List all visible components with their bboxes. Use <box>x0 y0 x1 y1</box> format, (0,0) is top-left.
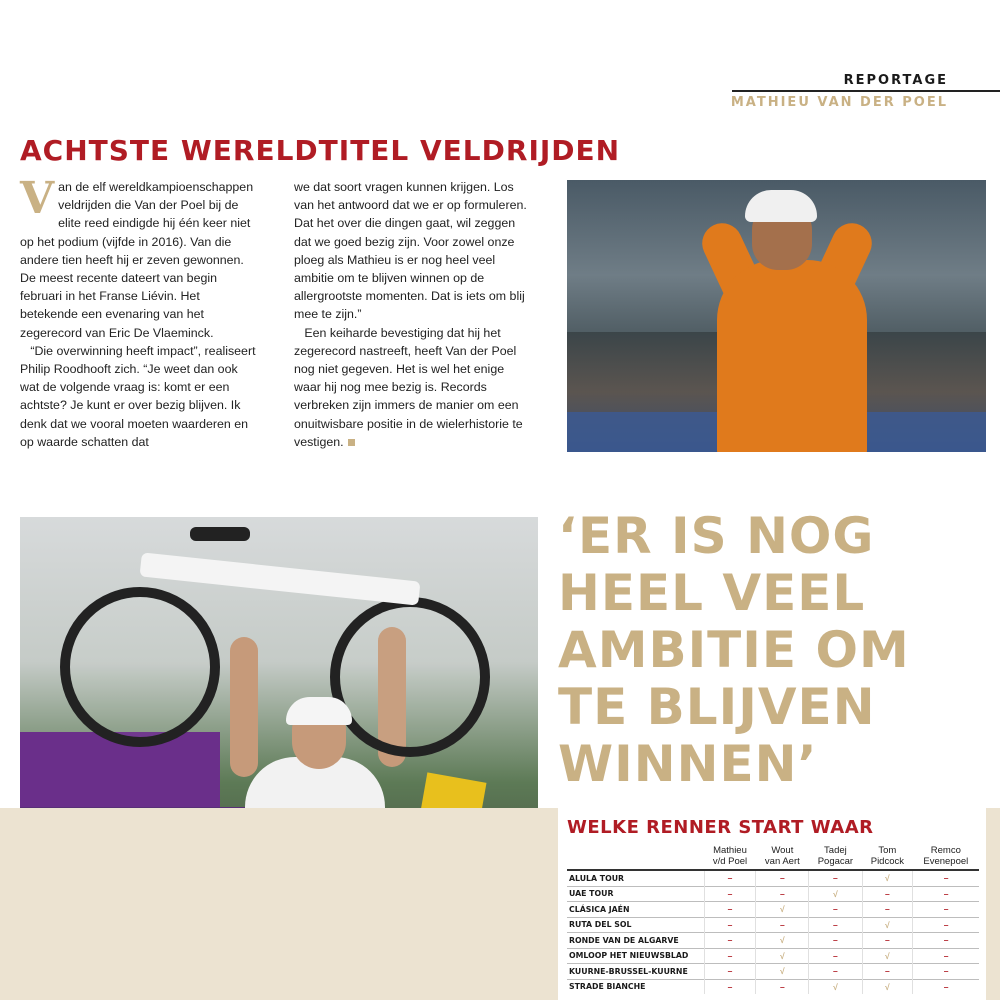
paragraph <box>294 324 534 451</box>
race-name-cell: KUURNE-BRUSSEL-KUURNE <box>567 964 704 980</box>
photo-bike-saddle <box>190 527 250 541</box>
table-row <box>567 933 979 949</box>
header-rule <box>732 90 1000 92</box>
no-start-dash: – <box>913 948 979 964</box>
paragraph-text: an de elf wereldkampioenschappen veldrijden die Van der Poel bij de elite reed eindigde hij één keer niet op het podium (vijfde in 2016). Van die andere tien heeft hij er zeven gewonnen. De meest recente dateert van begin februari in het Franse Liévin. Het betekende een evenaring van het zegerecord van Eric De Vlaeminck. <box>20 180 254 340</box>
table-row <box>567 964 979 980</box>
paragraph-text: Een keiharde bevestiging dat hij het zegerecord nastreeft, heeft Van der Poel nog niet gegeven. Het is wel het enige waar hij nog mee bezig is. Records verbreken zijn immers de manier om een onuitwisbare positie in de wielerhistorie te vestigen. <box>294 325 523 449</box>
starts-check-mark: √ <box>862 979 913 994</box>
table-body <box>567 870 979 994</box>
no-start-dash: – <box>809 902 862 918</box>
drop-cap: V <box>20 173 55 224</box>
rider-last-name: van Aert <box>764 856 800 867</box>
no-start-dash: – <box>704 902 756 918</box>
no-start-dash: – <box>913 964 979 980</box>
no-start-dash: – <box>704 917 756 933</box>
no-start-dash: – <box>913 933 979 949</box>
photo-bike-frame <box>140 552 421 605</box>
race-name-cell: ALULA TOUR <box>567 870 704 886</box>
starts-check-mark: √ <box>756 902 809 918</box>
table-header-rider <box>862 844 913 870</box>
article-column-1 <box>20 173 260 451</box>
table-row <box>567 902 979 918</box>
no-start-dash: – <box>913 870 979 886</box>
rider-first-name: Remco <box>930 845 961 856</box>
table-title: WELKE RENNER START WAAR <box>567 817 874 838</box>
no-start-dash: – <box>913 902 979 918</box>
table-header-rider <box>809 844 862 870</box>
photo-bike-wheel <box>330 597 490 757</box>
paragraph: “Die overwinning heeft impact”, realiseert Philip Roodhooft zich. “Je weet dan ook wat de volgende vraag is: komt er een achtste? Je kunt er over bezig blijven. Ik denk dat we vooral moeten waarderen en op waarde schatten dat <box>20 343 256 449</box>
paragraph: we dat soort vragen kunnen krijgen. Los van het antwoord dat we er op formuleren. Dat het over die dingen gaat, wil zeggen dat we goed bezig zijn. Voor zowel onze ploeg als Mathieu is er nog heel veel ambitie om te blijven winnen op de allergrootste momenten. Dat is iets om blij mee te zijn.” <box>294 180 527 322</box>
article-column-2 <box>294 178 534 451</box>
rider-last-name: Pogacar <box>817 856 854 867</box>
table-row <box>567 886 979 902</box>
table-row <box>567 948 979 964</box>
no-start-dash: – <box>809 933 862 949</box>
no-start-dash: – <box>809 964 862 980</box>
pull-quote-line: AMBITIE OM <box>558 621 910 679</box>
starts-check-mark: √ <box>756 948 809 964</box>
race-name-cell: STRADE BIANCHE <box>567 979 704 994</box>
no-start-dash: – <box>913 886 979 902</box>
table-header-race <box>567 844 704 870</box>
no-start-dash: – <box>756 917 809 933</box>
section-subject: MATHIEU VAN DER POEL <box>730 95 948 110</box>
table-header-rider <box>913 844 979 870</box>
rider-first-name: Tom <box>878 845 897 856</box>
no-start-dash: – <box>809 917 862 933</box>
no-start-dash: – <box>913 917 979 933</box>
pull-quote-line: ‘ER IS NOG <box>558 507 875 565</box>
no-start-dash: – <box>862 964 913 980</box>
photo-helmet <box>745 190 817 222</box>
race-name-cell: OMLOOP HET NIEUWSBLAD <box>567 948 704 964</box>
starts-check-mark: √ <box>809 979 862 994</box>
no-start-dash: – <box>809 870 862 886</box>
photo-rider-jersey <box>717 260 867 452</box>
starts-check-mark: √ <box>756 933 809 949</box>
race-name-cell: CLÁSICA JAÉN <box>567 902 704 918</box>
table-header-rider <box>704 844 756 870</box>
starts-check-mark: √ <box>756 964 809 980</box>
race-name-cell: UAE TOUR <box>567 886 704 902</box>
no-start-dash: – <box>704 933 756 949</box>
rider-last-name: v/d Poel <box>712 856 748 867</box>
photo-helmet <box>286 697 352 725</box>
race-name-cell: RONDE VAN DE ALGARVE <box>567 933 704 949</box>
no-start-dash: – <box>704 979 756 994</box>
no-start-dash: – <box>756 870 809 886</box>
table-header-rider <box>756 844 809 870</box>
starts-check-mark: √ <box>862 917 913 933</box>
starts-check-mark: √ <box>862 948 913 964</box>
starts-check-mark: √ <box>862 870 913 886</box>
paragraph <box>20 173 260 342</box>
photo-bike-wheel <box>60 587 220 747</box>
no-start-dash: – <box>704 870 756 886</box>
rider-last-name: Evenepoel <box>923 856 969 867</box>
photo-arm <box>230 637 258 777</box>
no-start-dash: – <box>862 933 913 949</box>
no-start-dash: – <box>704 948 756 964</box>
no-start-dash: – <box>862 902 913 918</box>
table-row <box>567 917 979 933</box>
starts-check-mark: √ <box>809 886 862 902</box>
rider-last-name: Pidcock <box>870 856 904 867</box>
rider-race-table <box>567 844 979 994</box>
table-header-row <box>567 844 979 870</box>
no-start-dash: – <box>913 979 979 994</box>
section-label: REPORTAGE <box>843 73 948 88</box>
pull-quote <box>558 508 988 793</box>
no-start-dash: – <box>756 979 809 994</box>
pull-quote-line: TE BLIJVEN <box>558 678 876 736</box>
no-start-dash: – <box>756 886 809 902</box>
article-headline: ACHTSTE WERELDTITEL VELDRIJDEN <box>20 134 621 167</box>
table-row <box>567 979 979 994</box>
no-start-dash: – <box>704 964 756 980</box>
table-row <box>567 870 979 886</box>
rider-first-name: Tadej <box>824 845 847 856</box>
no-start-dash: – <box>809 948 862 964</box>
no-start-dash: – <box>704 886 756 902</box>
rider-first-name: Mathieu <box>713 845 747 856</box>
pull-quote-line: HEEL VEEL <box>558 564 866 622</box>
end-of-article-mark <box>348 439 355 446</box>
rider-first-name: Wout <box>771 845 794 856</box>
race-name-cell: RUTA DEL SOL <box>567 917 704 933</box>
photo-rider-celebrating <box>567 180 986 452</box>
no-start-dash: – <box>862 886 913 902</box>
pull-quote-line: WINNEN’ <box>558 735 818 793</box>
